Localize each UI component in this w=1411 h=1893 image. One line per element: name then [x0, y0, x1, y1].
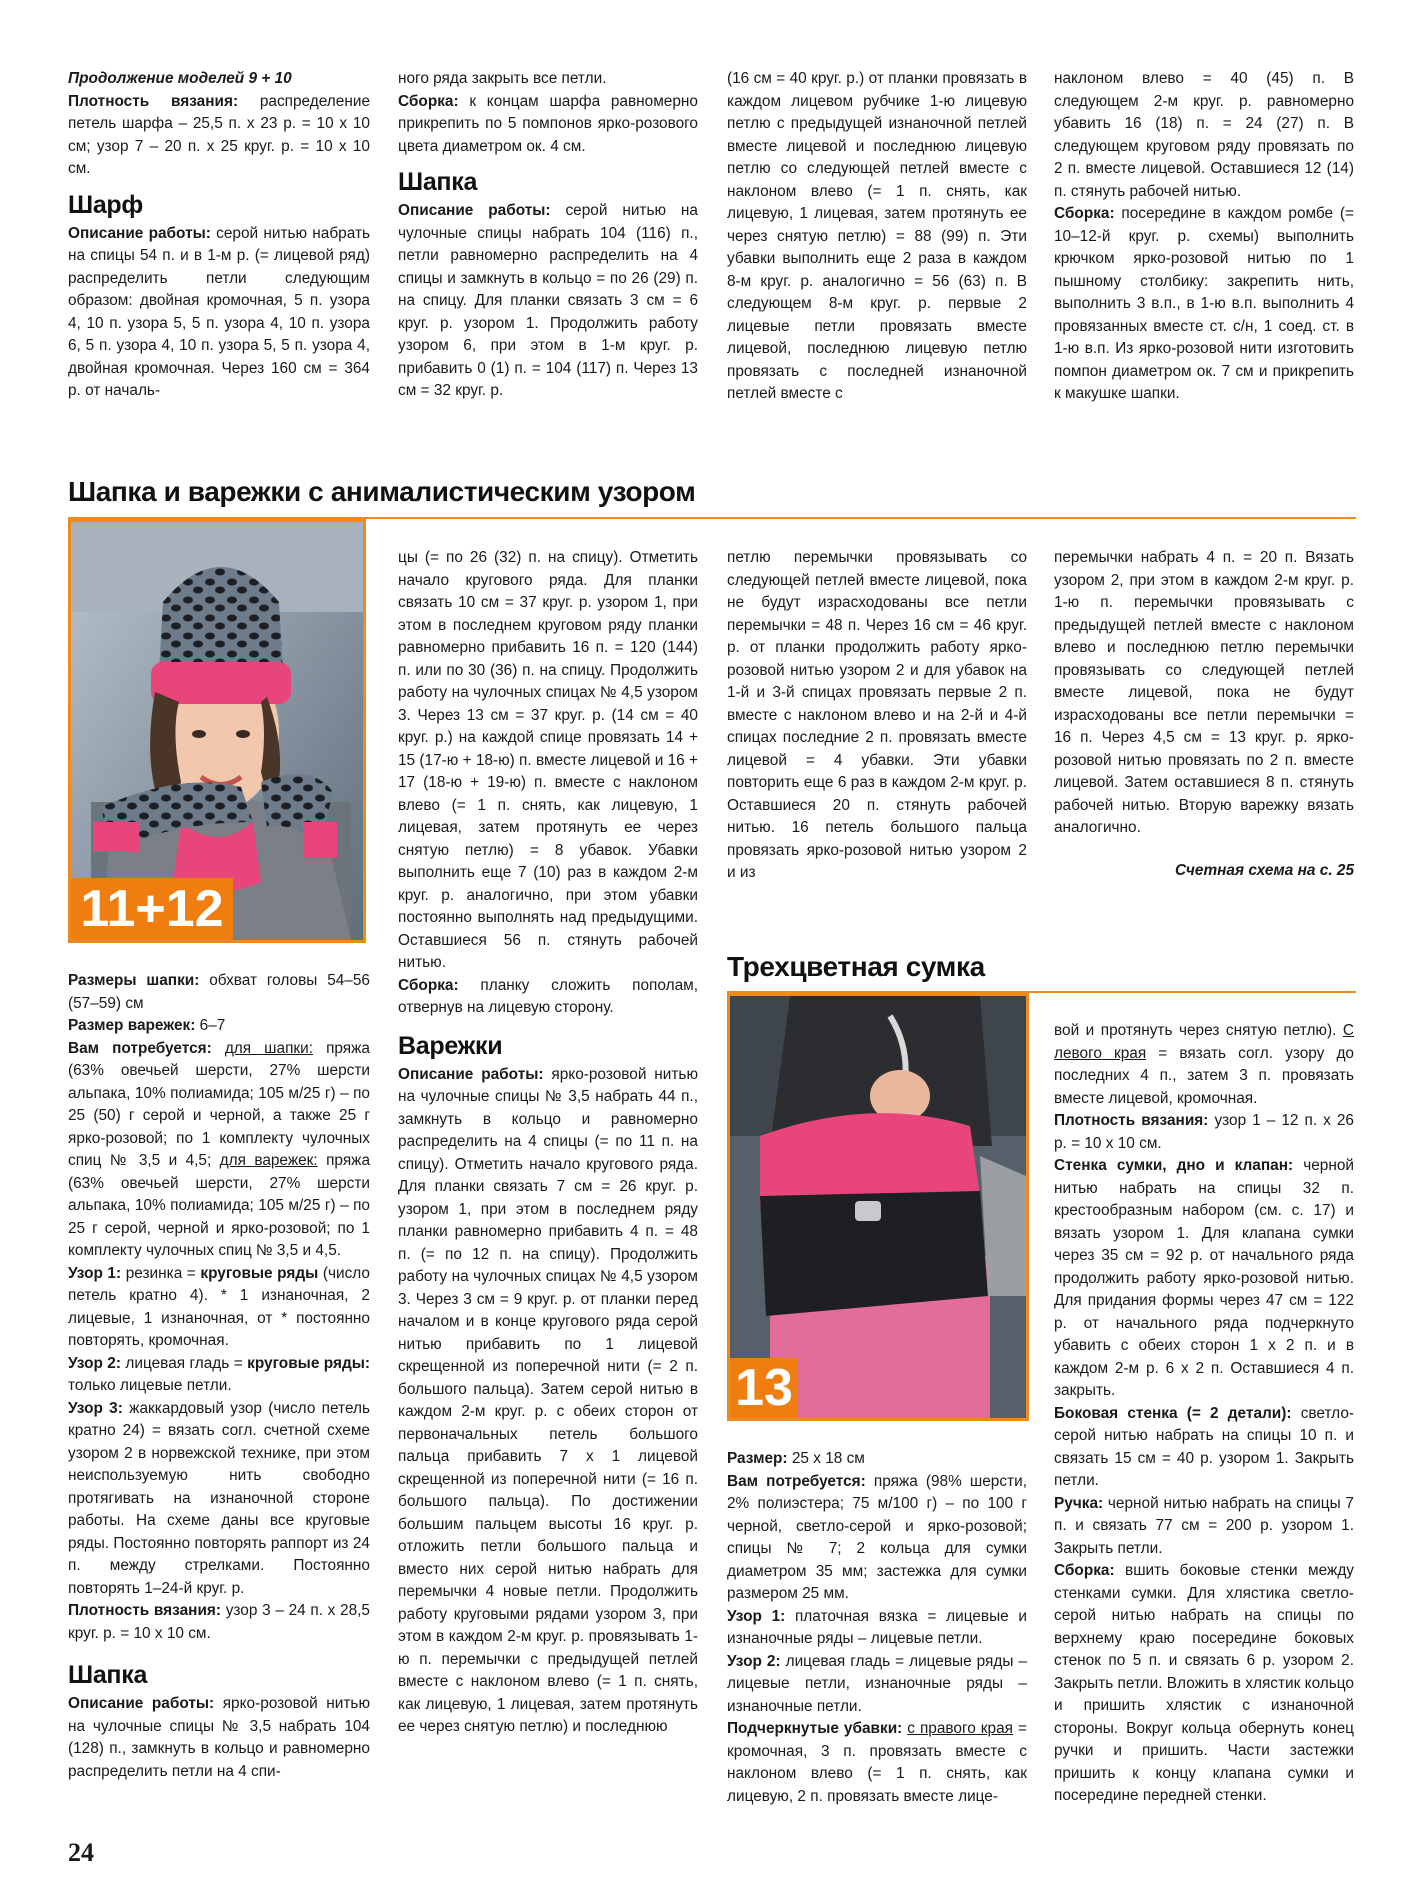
right-edge-label: с правого края	[907, 1720, 1013, 1737]
s3-col1	[727, 1448, 1027, 1808]
left-edge-label: С левого края	[1054, 1022, 1354, 1062]
mittens-work-end: перемычки набрать 4 п. = 20 п. Вязать узором 2, при этом в каждом 2-м круг. р. 1-ю п. перемычки провязывать с предыдущей петлей вместе с наклоном влево и последнюю петлю перемычки провязывать со следующей петлей вместе лицевой, пока не будут израсходованы все петли перемычки = 16 п. Через 4,5 см = 13 круг. р. ярко-розовой нитью провязать по 2 п. вместе лицевой. Затем оставшиеся 8 п. стянуть рабочей нитью. Вторую варежку вязать аналогично.	[1054, 549, 1354, 836]
pattern1-text2: (число петель кратно 4). * 1 изнаночная, 2 лицевые, 1 изнаночная, от * постоянно повторять, кромочная.	[68, 1264, 370, 1349]
decrease-text-cont: вой и протянуть через снятую петлю).	[1054, 1022, 1337, 1039]
handle-text: черной нитью набрать на спицы 7 п. и связать 77 см = 200 р. узором 1. Закрыть петли.	[1054, 1494, 1354, 1557]
hat-work-cont: цы (= по 26 (32) п. на спицу). Отметить начало кругового ряда. Для планки связать 10 см = 37 круг. р. узором 1, при этом в последнем круговом ряду планки равномерно прибавить 16 п. = 120 (144) п. или по 30 (36) п. на спицу. Продолжить работу на чулочных спицах № 4,5 узором 3. Через 13 см = 37 круг. р. (14 см = 40 круг. р.) на каждой спице провязать 14 + 15 (17-ю + 18-ю) п. вместе лицевой и 16 + 17 (18-ю + 19-ю) п. вместе с наклоном влево (= 1 п. снять, как лицевую, 1 лицевая, затем протянуть ее через снятую петлю) = 8 убавок. Убавки выполнить еще 7 (10) раз в каждом 2-м круг. р. аналогично, при этом убавки постоянно выполнять над предыдущими. Оставшиеся 56 п. стянуть рабочей нитью.	[398, 549, 698, 971]
scarf-heading: Шарф	[68, 190, 143, 219]
pattern1-label: Узор 1:	[68, 1264, 122, 1282]
s3-col2	[1054, 1020, 1354, 1808]
s1-col2	[398, 68, 698, 403]
s2-col1	[68, 970, 370, 1783]
continuation-label: Продолжение моделей 9 + 10	[68, 70, 292, 87]
pattern3-label: Узор 3:	[68, 1399, 123, 1417]
model-badge-11-12: 11+12	[71, 878, 233, 940]
work-text: серой нитью на чулочные спицы набрать 104 (116) п., петли равномерно распределить на 4 спицы и замкнуть в кольцо = по 26 (29) п. на спицу. Для планки связать 3 см = 6 круг. р. узором 1. Продолжить работу узором 6, при этом в 1-м круг. р. прибавить 0 (1) п. = 104 (117) п. Через 13 см = 32 круг. р.	[398, 202, 698, 399]
assembly-label: Сборка:	[1054, 1562, 1115, 1579]
page-number: 24	[68, 1838, 94, 1867]
mittens-heading: Варежки	[398, 1031, 503, 1060]
materials-hat-text: пряжа (63% овечьей шерсти, 27% шерсти альпака, 10% полиамида; 105 м/25 г) – по 25 (50) г серой и черной, а также 25 г ярко-розовой; по 1 комплекту чулочных спиц № 3,5 и 4,5;	[68, 1039, 370, 1169]
hat-sizes-text: обхват головы 54–56 (57–59) см	[68, 972, 370, 1012]
work-text: серой нитью набрать на спицы 54 п. и в 1-м р. (= лицевой ряд) распределить петли следующим образом: двойная кромочная, 5 п. узора 4, 10 п. узора 5, 5 п. узора 4, 10 п. узора 6, 5 п. узора 4, 10 п. узора 5, 5 п. узора 4, двойная кромочная. Через 160 см = 364 р. от началь-	[68, 224, 371, 399]
pattern2-text2: только лицевые петли.	[68, 1377, 232, 1394]
s1-col1	[68, 68, 370, 403]
work-label: Описание работы:	[398, 1065, 544, 1083]
mittens-work-cont: петлю перемычки провязывать со следующей петлей вместе лицевой, пока не будут израсходованы все петли перемычки = 48 п. Через 16 см = 46 круг. р. от планки продолжить работу ярко-розовой нитью узором 2 и для убавок на 1-й и 3-й спицах провязать первые 2 п. вместе с наклоном влево и на 2-й и 4-й спицах последние 2 п. провязать вместе лицевой = 4 убавки. Эти убавки повторить еще 6 раз в каждом 2-м круг. р. Оставшиеся 20 п. стянуть рабочей нитью. 16 петель большого пальца провязать ярко-розовой нитью узором 2 и из	[727, 549, 1027, 881]
size-text: 25 х 18 см	[791, 1450, 865, 1467]
left-edge-text: = вязать согл. узору до последних 4 п., затем 3 п. провязать вместе лицевой, кромочная.	[1054, 1044, 1354, 1107]
handle-label: Ручка:	[1054, 1494, 1104, 1512]
s1-col4	[1054, 68, 1354, 406]
mitt-size-label: Размер варежек:	[68, 1017, 196, 1034]
for-hat-label: для шапки:	[224, 1039, 314, 1057]
wall-label: Стенка сумки, дно и клапан:	[1054, 1157, 1294, 1174]
materials-mitts-text: пряжа (63% овечьей шерсти, 27% шерсти альпака, 10% полиамида; 105 м/25 г) – по 25 г серой, черной и ярко-розовой; по 1 комплекту чулочных спиц № 3,5 и 4,5.	[68, 1152, 371, 1259]
materials-label: Вам потребуется:	[727, 1472, 866, 1490]
s2-col3	[727, 547, 1027, 885]
work-label: Описание работы:	[398, 202, 551, 219]
wall-text: черной нитью набрать на спицы 32 п. крестообразным набором (см. с. 17) и вязать узором 1. Для клапана сумки через 35 см = 92 р. от начального ряда продолжить работу ярко-розовой нитью. Для придания формы через 47 см = 122 р. от начального ряда подчеркнуто убавить с обеих сторон 1 х 2 п. и в каждом 2-м р. 6 х 2 п. Оставшиеся 4 п. закрыть.	[1054, 1157, 1354, 1399]
s2-col4	[1054, 547, 1354, 840]
pattern2-label: Узор 2:	[727, 1652, 781, 1670]
assembly-text: посередине в каждом ромбе (= 10–12-й круг. р. схемы) выполнить крючком ярко-розовой нитью по 1 пышному столбику: закрепить нить, выполнить 3 в.п., в 1-ю в.п. выполнить 4 провязанных вместе ст. с/н, 1 соед. ст. в 1-ю в.п. Из ярко-розовой нити изготовить помпон диаметром ок. 7 см и прикрепить к макушке шапки.	[1054, 205, 1354, 402]
gauge-text: узор 1 – 12 п. х 26 р. = 10 х 10 см.	[1054, 1112, 1354, 1152]
hat-sizes-label: Размеры шапки:	[68, 972, 200, 989]
tricolor-bag-illustration	[730, 996, 1026, 1418]
decrease-text: = кромочная, 3 п. провязать вместе с наклоном влево (= 1 п. снять, как лицевую, 2 п. провязать вместе лице-	[727, 1720, 1027, 1805]
work-text: ярко-розовой нитью на чулочные спицы № 3,5 набрать 104 (128) п., замкнуть в кольцо и равномерно распределить петли на 4 спи-	[68, 1695, 370, 1780]
assembly-text: планку сложить пополам, отвернув на лицевую сторону.	[398, 976, 698, 1016]
hat-mittens-photo	[68, 519, 366, 943]
hat-heading: Шапка	[398, 168, 478, 196]
assembly-label: Сборка:	[398, 976, 459, 994]
assembly-text: к концам шарфа равномерно прикрепить по 5 помпонов ярко-розового цвета диаметром ок. 4 см.	[398, 92, 698, 155]
hat-text-cont: (16 см = 40 круг. р.) от планки провязать в каждом лицевом рубчике 1-ю лицевую петлю с предыдущей изнаночной петлей вместе лицевой и последнюю лицевую петлю со следующей петлей вместе с наклоном влево (= 1 п. снять, как лицевую, 1 лицевая, затем протянуть ее через снятую петлю) = 88 (99) п. Эти убавки выполнить еще 2 раза в каждом 8-м круг. р. аналогично = 56 (63) п. В следующем 8-м круг. р. первые 2 лицевые петли провязать вместе лицевой, последнюю лицевую петлю провязать с последней изнаночной петлей вместе с	[727, 70, 1027, 402]
assembly-label: Сборка:	[398, 92, 459, 110]
size-label: Размер:	[727, 1450, 788, 1467]
section2-heading: Шапка и варежки с анималистическим узором	[68, 476, 696, 507]
chart-reference: Счетная схема на с. 25	[1175, 862, 1354, 879]
pattern2-text: лицевая гладь = лицевые ряды – лицевые петли, изнаночные ряды – изнаночные петли.	[727, 1652, 1028, 1715]
gauge-text: распределение петель шарфа – 25,5 п. х 23 р. = 10 х 10 см; узор 7 – 20 п. х 25 круг. р. = 10 х 10 см.	[68, 92, 370, 177]
decrease-label: Подчеркнутые убавки:	[727, 1720, 903, 1737]
gauge-label: Плотность вязания:	[68, 1602, 222, 1619]
work-label: Описание работы:	[68, 1695, 215, 1712]
gauge-label: Плотность вязания:	[68, 92, 239, 110]
materials-text: пряжа (98% шерсти, 2% полиэстера; 75 м/100 г) – по 100 г черной, светло-серой и ярко-розовой; спицы № 7; 2 кольца для сумки диаметром 35 мм; застежка для сумки размером 25 мм.	[727, 1472, 1027, 1602]
gauge-text: узор 3 – 24 п. х 28,5 круг. р. = 10 х 10 см.	[68, 1602, 370, 1642]
work-label: Описание работы:	[68, 224, 211, 242]
pattern2-label: Узор 2:	[68, 1354, 121, 1372]
gauge-label: Плотность вязания:	[1054, 1112, 1209, 1129]
s1-col3	[727, 68, 1027, 406]
pattern1-label: Узор 1:	[727, 1607, 786, 1625]
pattern2-bold: круговые ряды:	[247, 1354, 371, 1372]
s2-col2	[398, 547, 698, 1739]
assembly-label: Сборка:	[1054, 205, 1115, 222]
side-wall-label: Боковая стенка (= 2 детали):	[1054, 1404, 1292, 1422]
pattern2-text: лицевая гладь =	[125, 1354, 243, 1372]
pattern3-text: жаккардовый узор (число петель кратно 24) = вязать согл. счетной схеме узором 2 в норвежской технике, при этом неиспользуемую нить свободно протягивать на изнаночной стороне работы. На схеме даны все круговые ряды. Постоянно повторять раппорт из 24 п. между стрелками. Постоянно повторять 1–24-й круг. р.	[68, 1399, 370, 1597]
mitt-size-text: 6–7	[199, 1017, 226, 1034]
bag-photo	[727, 993, 1029, 1421]
for-mitts-label: для варежек:	[219, 1152, 318, 1169]
work-text: ярко-розовой нитью на чулочные спицы № 3,5 набрать 44 п., замкнуть в кольцо и равномерно распределить на 4 спицы (= по 11 п. на спицу). Отметить начало кругового ряда. Для планки связать 7 см = 26 круг. р. узором 1, при этом в последнем ряду планки равномерно прибавить 4 п. = 48 п. (= по 12 п. на спицу). Продолжить работу на чулочных спицах № 4,5 узором 3. Через 3 см = 9 круг. р. от планки перед началом и в конце кругового ряда серой нитью прибавить по 1 лицевой скрещенной из поперечной нити (= 2 п. большого пальца). Затем серой нитью в каждом 2-м круг. р. с обеих сторон от первоначальных петель большого пальца прибавить 7 х 1 лицевой скрещенной из поперечной нити (= 16 п. большого пальца). По достижении большим пальцем высоты 16 круг. р. отложить петли большого пальца и вместо них серой нитью набрать для перемычки 4 новые петли. Продолжить работу круговыми рядами узором 3, при этом в каждом 2-м круг. р. провязывать 1-ю п. перемычки с предыдущей петлей вместе с наклоном влево (= 1 п. снять, как лицевую, 1 лицевая, затем протянуть ее через снятую петлю) и последнюю	[398, 1065, 698, 1735]
model-badge-13: 13	[730, 1358, 798, 1418]
side-wall-text: светло-серой нитью набрать на спицы 10 п. и связать 15 см = 40 р. узором 1. Закрыть петли.	[1054, 1404, 1354, 1489]
assembly-text: вшить боковые стенки между стенками сумки. Для хлястика светло-серой нитью набрать на спицы по верхнему краю посередине боковых стенок по 5 п. и связать 6 р. узором 2. Закрыть петли. Вложить в хлястик кольцо и пришить хлястик с изнаночной стороны. Вокруг кольца обернуть конец ручки и пришить. Части застежки пришить к концу клапана сумки и посередине передней стенки.	[1054, 1562, 1354, 1804]
hat-text-end: наклоном влево = 40 (45) п. В следующем 2-м круг. р. равномерно убавить 16 (18) п. = 24 (27) п. В следующем круговом ряду провязать по 2 п. вместе лицевой. Оставшиеся 12 (14) п. стянуть рабочей нитью.	[1054, 70, 1354, 200]
materials-label: Вам потребуется:	[68, 1039, 212, 1057]
scarf-end-text: ного ряда закрыть все петли.	[398, 70, 607, 87]
pattern1-text: платочная вязка = лицевые и изнаночные ряды – лицевые петли.	[727, 1607, 1027, 1647]
pattern1-text: резинка =	[125, 1264, 196, 1282]
hat-heading: Шапка	[68, 1661, 148, 1689]
pattern1-bold: круговые ряды	[200, 1264, 319, 1282]
section3-heading: Трехцветная сумка	[727, 951, 985, 982]
